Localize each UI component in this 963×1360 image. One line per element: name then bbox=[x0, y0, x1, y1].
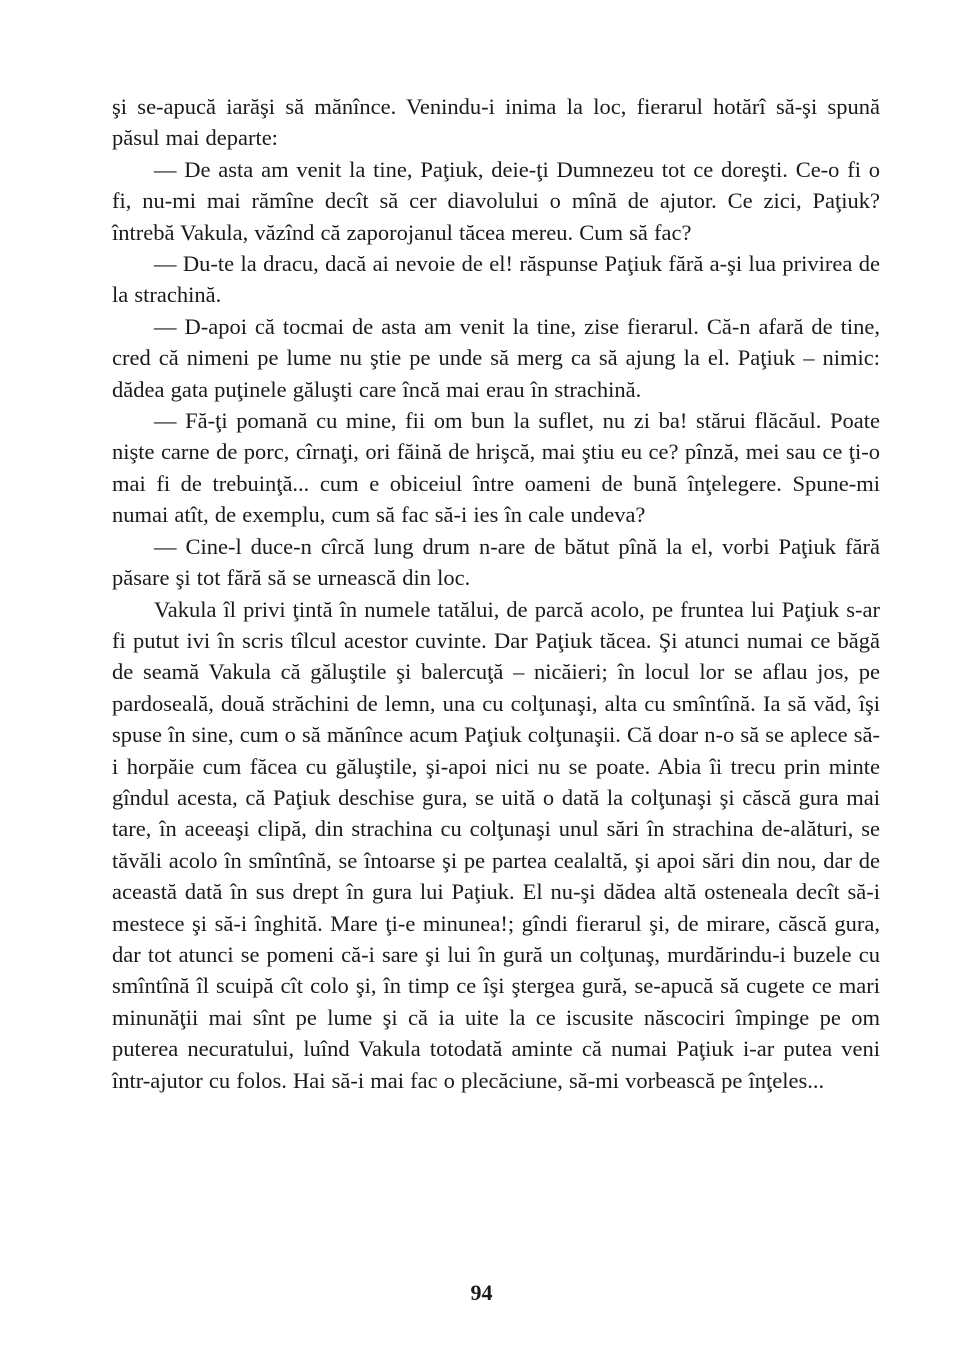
paragraph: — D-apoi că tocmai de asta am venit la tine, zise fierarul. Că-n afară de tine, cred că nimeni pe lume nu ştie pe unde să merg ca să ajung la el. Paţiuk – nimic: dădea gata puţinele găluşti care încă mai erau în strachină. bbox=[112, 313, 880, 402]
paragraph: şi se-apucă iarăşi să mănînce. Venindu-i inima la loc, fierarul hotărî să-şi spună păsul mai departe: bbox=[112, 94, 880, 151]
paragraph: — Du-te la dracu, dacă ai nevoie de el! răspunse Paţiuk fără a-şi lua privirea de la strachină. bbox=[112, 251, 880, 308]
paragraph: Vakula îl privi ţintă în numele tatălui, de parcă acolo, pe fruntea lui Paţiuk s-ar fi putut ivi în scris tîlcul acestor cuvinte. Dar Paţiuk tăcea. Şi atunci numai ce băgă de seamă Vakula că găluştile şi balercuţă – nicăieri; în locul lor se aflau jos, pe pardoseală, două străchini de lemn, una cu colţunaşi, alta cu smîntînă. Ia să văd, îşi spuse în sine, cum o să mănînce acum Paţiuk colţunaşii. Că doar n-o să se aplece să-i horpăie cum făcea cu găluştile, şi-apoi nici nu se poate. Abia îi trecu prin minte gîndul acesta, că Paţiuk deschise gura, se uită o dată la colţunaşi şi căscă gura mai tare, în aceeaşi clipă, din strachina cu colţunaşi unul sări în strachina de-alături, se tăvăli acolo în smîntînă, se întoarse şi pe partea cealaltă, şi apoi sări din nou, dar de această dată în sus drept în gura lui Paţiuk. El nu-şi dădea altă osteneala decît să-i mestece şi să-i înghită. Mare ţi-e minunea!; gîndi fierarul şi, de mirare, căscă gura, dar tot atunci se pomeni că-i sare şi lui în gură un colţunaş, murdărindu-i buzele cu smîntînă îl scuipă cît colo şi, în timp ce îşi ştergea gură, se-apucă să cugete ce mari minunăţii mai sînt pe lume şi că ia uite la ce iscusite născociri împinge pe om puterea necuratului, luînd Vakula totodată aminte că numai Paţiuk i-ar putea veni într-ajutor cu folos. Hai să-i mai fac o plecăciune, să-mi vorbească pe înţeles... bbox=[112, 596, 880, 1093]
page-number: 94 bbox=[470, 1280, 493, 1305]
paragraph: — Fă-ţi pomană cu mine, fii om bun la suflet, nu zi ba! stărui flăcăul. Poate nişte carne de porc, cîrnaţi, ori făină de hrişcă, mai ştiu eu ce? pînză, mei sau ce ţi-o mai fi de trebuinţă... cum e obiceiul între oameni de bună înţelegere. Spune-mi numai atît, de exemplu, cum să fac să-i ies în cale undeva? bbox=[112, 408, 880, 528]
page-body bbox=[112, 91, 880, 1096]
paragraph: — Cine-l duce-n cîrcă lung drum n-are de bătut pînă la el, vorbi Paţiuk fără păsare şi tot fără să se urnească din loc. bbox=[112, 533, 880, 591]
paragraph: — De asta am venit la tine, Paţiuk, deie-ţi Dumnezeu tot ce doreşti. Ce-o fi o fi, nu-mi mai rămîne decît să cer diavolului o mînă de ajutor. Ce zici, Paţiuk? întrebă Vakula, văzînd că zaporojanul tăcea mereu. Cum să fac? bbox=[112, 156, 880, 245]
